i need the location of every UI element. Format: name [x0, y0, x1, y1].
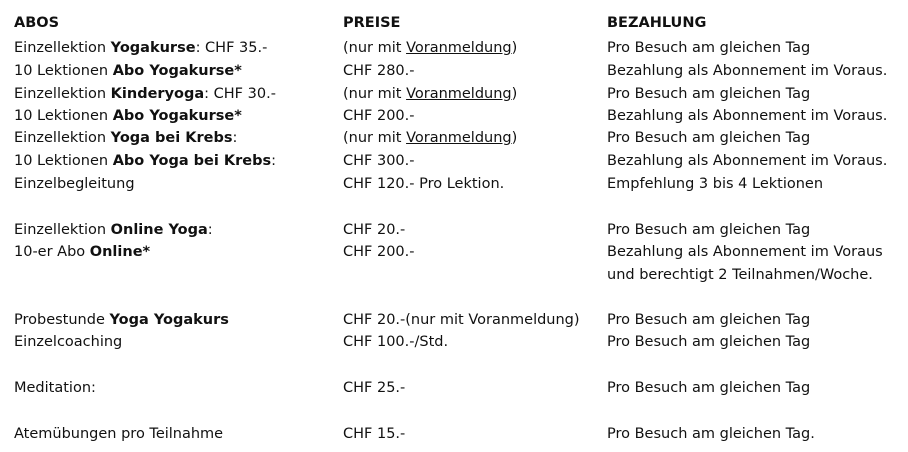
table-row — [0, 37, 908, 59]
price-cell: (nur mit Voranmeldung) — [343, 86, 518, 102]
abo-cell: Einzelcoaching — [14, 334, 123, 350]
table-row — [0, 150, 908, 172]
abo-cell: Einzelbegleitung — [14, 176, 135, 192]
price-cell: (nur mit Voranmeldung) — [343, 40, 518, 56]
payment-cell: Pro Besuch am gleichen Tag. — [607, 426, 815, 442]
payment-cell: Pro Besuch am gleichen Tag — [607, 130, 811, 146]
abo-cell: Einzellektion Online Yoga: — [14, 222, 213, 238]
table-row — [0, 219, 908, 241]
price-cell: (nur mit Voranmeldung) — [343, 130, 518, 146]
abo-cell: Meditation: — [14, 380, 96, 396]
table-row — [0, 331, 908, 353]
price-cell: CHF 20.-(nur mit Voranmeldung) — [343, 312, 580, 328]
table-row — [0, 377, 908, 399]
header-preise: PREISE — [343, 15, 401, 31]
abo-cell: Einzellektion Yoga bei Krebs: — [14, 130, 238, 146]
price-cell: CHF 20.- — [343, 222, 406, 238]
price-cell: CHF 100.-/Std. — [343, 334, 449, 350]
header-abos: ABOS — [14, 15, 60, 31]
payment-cell: Bezahlung als Abonnement im Voraus — [607, 244, 883, 260]
table-row — [0, 264, 908, 286]
abo-cell: 10-er Abo Online* — [14, 244, 151, 260]
table-row — [0, 105, 908, 127]
payment-cell: und berechtigt 2 Teilnahmen/Woche. — [607, 267, 873, 283]
abo-cell: 10 Lektionen Abo Yoga bei Krebs: — [14, 153, 277, 169]
price-cell: CHF 15.- — [343, 426, 406, 442]
price-cell: CHF 280.- — [343, 63, 415, 79]
price-cell: CHF 300.- — [343, 153, 415, 169]
payment-cell: Pro Besuch am gleichen Tag — [607, 40, 811, 56]
table-row — [0, 423, 908, 445]
table-row — [0, 309, 908, 331]
table-row — [0, 60, 908, 82]
abo-cell: Einzellektion Kinderyoga: CHF 30.- — [14, 86, 276, 102]
abo-cell: 10 Lektionen Abo Yogakurse* — [14, 63, 242, 79]
price-cell: CHF 200.- — [343, 244, 415, 260]
abo-cell: Atemübungen pro Teilnahme — [14, 426, 224, 442]
table-row — [0, 83, 908, 105]
payment-cell: Bezahlung als Abonnement im Voraus. — [607, 108, 888, 124]
abo-cell: Einzellektion Yogakurse: CHF 35.- — [14, 40, 268, 56]
table-row — [0, 241, 908, 263]
payment-cell: Pro Besuch am gleichen Tag — [607, 380, 811, 396]
payment-cell: Pro Besuch am gleichen Tag — [607, 334, 811, 350]
payment-cell: Bezahlung als Abonnement im Voraus. — [607, 153, 888, 169]
table-row — [0, 127, 908, 149]
price-cell: CHF 25.- — [343, 380, 406, 396]
payment-cell: Pro Besuch am gleichen Tag — [607, 86, 811, 102]
payment-cell: Pro Besuch am gleichen Tag — [607, 222, 811, 238]
price-cell: CHF 120.- Pro Lektion. — [343, 176, 505, 192]
payment-cell: Empfehlung 3 bis 4 Lektionen — [607, 176, 824, 192]
abo-cell: Probestunde Yoga Yogakurs — [14, 312, 229, 328]
payment-cell: Pro Besuch am gleichen Tag — [607, 312, 811, 328]
abo-cell: 10 Lektionen Abo Yogakurse* — [14, 108, 242, 124]
payment-cell: Bezahlung als Abonnement im Voraus. — [607, 63, 888, 79]
header-bezahlung: BEZAHLUNG — [607, 15, 707, 31]
price-cell: CHF 200.- — [343, 108, 415, 124]
header-row — [0, 12, 908, 34]
table-row — [0, 173, 908, 195]
